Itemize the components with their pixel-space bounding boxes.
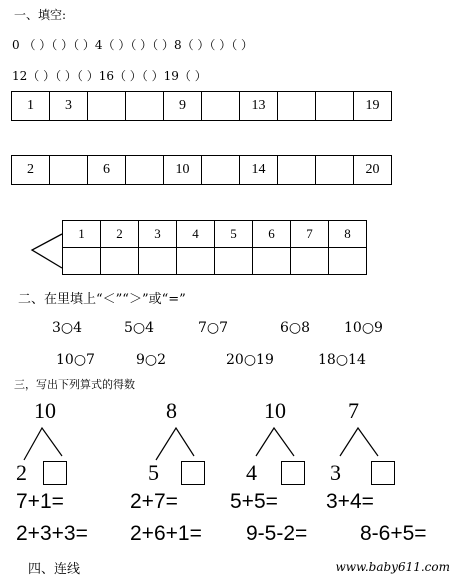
number-grid-3 [62,220,367,275]
watermark: www.baby611.com [335,560,450,574]
fill-blank-line-2: 12（ ）（ ）（ ）16（ ）（ ）19（ ） [12,69,207,83]
number-grid-1 [11,91,392,121]
comparison-item: 5○4 [124,320,155,336]
grid-cell: 8 [329,221,367,248]
tree-branches [18,426,78,462]
grid-cell: 5 [215,221,253,248]
section3-title: 三，写出下列算式的得数 [14,378,135,391]
grid-cell: 4 [177,221,215,248]
grid-cell: 14 [240,156,278,185]
tree-branches [150,426,210,462]
grid-cell [253,248,291,275]
grid-cell: 9 [164,92,202,121]
grid-cell [202,156,240,185]
tree-top-number: 8 [166,398,177,423]
equation: 7+1= [16,490,64,513]
grid-cell: 2 [12,156,50,185]
comparison-item: 3○4 [52,320,83,336]
grid-cell [316,92,354,121]
tree-branches [250,426,310,462]
grid-cell: 20 [354,156,392,185]
section2-title: 二、在里填上“＜”“＞”或“=” [18,292,186,307]
grid-cell [63,248,101,275]
section1-title: 一、填空: [14,8,67,22]
grid-cell [88,92,126,121]
number-grid-2 [11,155,392,185]
fill-blank-line-1: 0 （ ）（ ）（ ）4（ ）（ ）（ ）8（ ）（ ）（ ） [12,38,254,52]
comparison-item: 10○9 [344,320,383,336]
equation: 5+5= [230,490,278,513]
equation: 2+7= [130,490,178,513]
equation: 8-6+5= [360,522,427,545]
grid-cell: 19 [354,92,392,121]
tree-left-number: 2 [16,460,27,485]
grid-cell [126,156,164,185]
tree-left-number: 4 [246,460,257,485]
answer-box[interactable] [281,461,305,485]
grid-cell: 3 [50,92,88,121]
grid-cell: 3 [139,221,177,248]
comparison-item: 20○19 [226,352,274,368]
comparison-item: 9○2 [136,352,167,368]
answer-box[interactable] [43,461,67,485]
grid-cell [215,248,253,275]
tree-branches [334,426,394,462]
equation: 3+4= [326,490,374,513]
grid-cell [126,92,164,121]
comparison-item: 6○8 [280,320,311,336]
grid-cell: 1 [12,92,50,121]
grid-cell: 10 [164,156,202,185]
grid-cell: 13 [240,92,278,121]
grid-cell [278,156,316,185]
grid-cell [177,248,215,275]
section4-title: 四、连线 [28,562,81,577]
comparison-item: 10○7 [56,352,95,368]
grid-cell [291,248,329,275]
grid-cell: 2 [101,221,139,248]
grid-cell [50,156,88,185]
grid-cell [101,248,139,275]
grid-cell: 7 [291,221,329,248]
grid-cell [316,156,354,185]
grid-cell: 1 [63,221,101,248]
tree-left-number: 5 [148,460,159,485]
tree-top-number: 10 [34,398,56,423]
comparison-item: 7○7 [198,320,229,336]
grid-cell: 6 [253,221,291,248]
equation: 2+6+1= [130,522,202,545]
less-than-wedge [28,228,64,272]
answer-box[interactable] [371,461,395,485]
grid-cell [202,92,240,121]
grid-cell [139,248,177,275]
tree-left-number: 3 [330,460,341,485]
tree-top-number: 7 [348,398,359,423]
tree-top-number: 10 [264,398,286,423]
equation: 2+3+3= [16,522,88,545]
comparison-item: 18○14 [318,352,366,368]
grid-cell [329,248,367,275]
grid-cell [278,92,316,121]
grid-cell: 6 [88,156,126,185]
equation: 9-5-2= [246,522,308,545]
answer-box[interactable] [181,461,205,485]
